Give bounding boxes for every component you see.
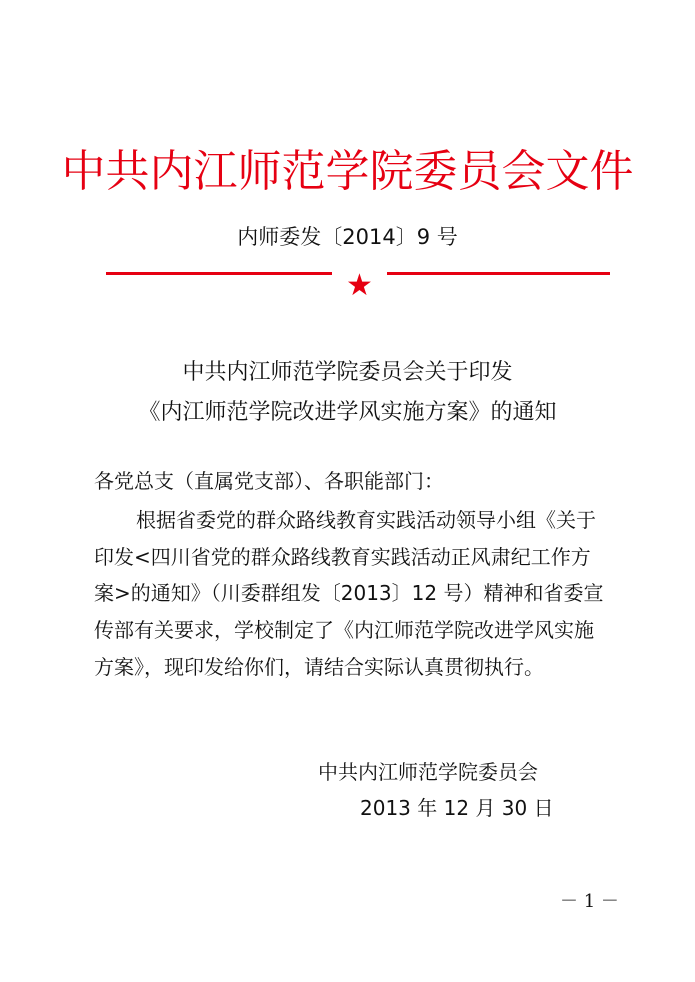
document-header-title: 中共内江师范学院委员会文件 [61,146,634,197]
body-line: 根据省委党的群众路线教育实践活动领导小组《关于 [136,508,596,532]
document-number: 内师委发〔2014〕9 号 [237,225,458,249]
signature-organization: 中共内江师范学院委员会 [318,760,538,784]
notice-title-line-1: 中共内江师范学院委员会关于印发 [182,360,513,385]
notice-title-line-2: 《内江师范学院改进学风实施方案》的通知 [138,400,557,425]
body-line: 方案》，现印发给你们，请结合实际认真贯彻执行。 [94,655,544,679]
red-divider-right [387,272,610,275]
body-line: 印发<四川省党的群众路线教育实践活动正风肃纪工作方 [94,545,591,569]
signature-date: 2013 年 12 月 30 日 [360,796,554,820]
body-line: 案>的通知》（川委群组发〔2013〕12 号）精神和省委宣 [94,581,604,605]
salutation: 各党总支（直属党支部）、各职能部门： [94,469,444,493]
red-divider-left [106,272,332,275]
body-line: 传部有关要求，学校制定了《内江师范学院改进学风实施 [94,618,594,642]
page-number: － 1 － [560,891,619,912]
red-star-icon: ★ [346,268,373,303]
